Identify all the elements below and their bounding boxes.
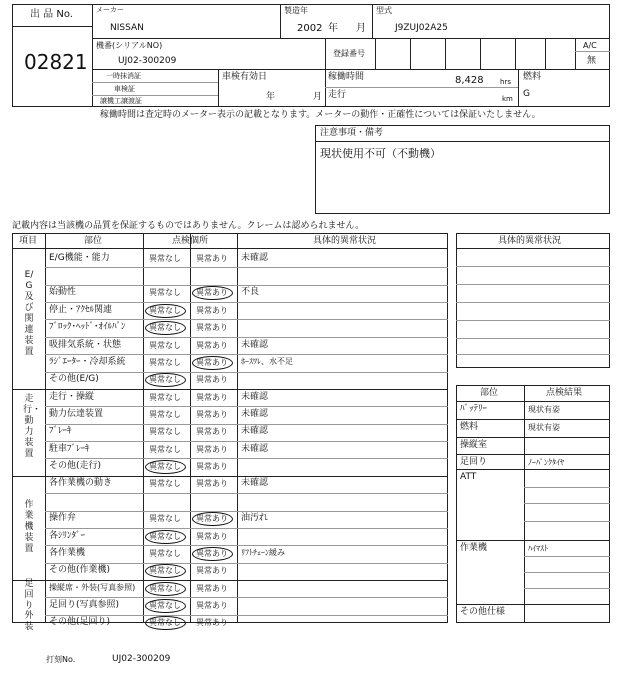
ac-label: A/C	[583, 41, 597, 50]
stamp-value: UJ02-300209	[112, 654, 171, 664]
model-label: 型式	[376, 6, 392, 15]
detail-text: 未確認	[241, 426, 269, 437]
abnormal-option: 異常あり	[196, 462, 228, 472]
part-label: 足回り(写真参照)	[49, 600, 120, 611]
part-label: 吸排気系統・状態	[49, 339, 122, 350]
detail-text: ﾎｰｽﾜﾚ、水不足	[241, 356, 293, 366]
month-unit: 月	[356, 23, 366, 34]
normal-option: 異常なし	[149, 340, 181, 350]
detail-text: 未確認	[241, 409, 269, 419]
detail-text: 未確認	[241, 391, 269, 402]
abnormal-option: 異常あり	[196, 479, 228, 489]
part-label: 始動性	[49, 287, 77, 298]
part-label: ﾗｼﾞｴｰﾀｰ・冷却系統	[49, 356, 126, 367]
normal-option: 異常なし	[149, 392, 181, 402]
normal-option: 異常なし	[149, 427, 181, 437]
lot-label: 出 品 No.	[30, 9, 73, 20]
part-label: ﾌﾞﾛｯｸ･ﾍｯﾄﾞ･ｵｲﾙﾊﾟﾝ	[49, 322, 126, 333]
group-label: 作業機装置	[24, 500, 34, 555]
year-label: 製造年	[284, 6, 308, 15]
abnormal-option: 異常あり	[196, 618, 228, 628]
result-part: ﾊﾞｯﾃﾘｰ	[460, 404, 488, 414]
normal-option: 異常なし	[149, 531, 181, 541]
hours-note: 稼働時間は査定時のメーター表示の記載となります。メーターの動作・正確性については保証いたしません。	[100, 110, 541, 120]
detail-text: 未確認	[241, 443, 269, 454]
abnormal-option: 異常あり	[196, 392, 228, 402]
result-part: ATT	[460, 472, 477, 482]
maker-label: メーカー	[96, 6, 124, 14]
results-header-result: 点検結果	[546, 388, 583, 398]
normal-option: 異常なし	[149, 601, 181, 611]
normal-circle-mark	[145, 304, 186, 318]
temp-reg-label: 一時抹消証	[106, 72, 141, 80]
abnormal-option: 異常あり	[196, 340, 228, 350]
transfer-cert-label: 譲機工譲渡証	[100, 97, 142, 105]
model-value: J9ZUJ02A25	[395, 23, 448, 33]
normal-option: 異常なし	[149, 583, 181, 593]
group-label: 足回り外装	[24, 578, 34, 633]
maker-value: NISSAN	[110, 23, 144, 33]
part-label: E/G機能・能力	[49, 252, 110, 263]
detail-text: 油汚れ	[241, 513, 269, 524]
abnormal-option: 異常あり	[196, 514, 228, 524]
abnormal-option: 異常あり	[196, 566, 228, 576]
hours-value: 8,428	[455, 75, 484, 86]
result-part: 操縦室	[460, 440, 488, 450]
normal-option: 異常なし	[149, 288, 181, 298]
year-value: 2002	[297, 23, 323, 34]
detail-text: 未確認	[241, 478, 269, 489]
normal-option: 異常なし	[149, 444, 181, 454]
group-label: 走行・動力装置	[23, 393, 42, 459]
abnormal-option: 異常あり	[196, 583, 228, 593]
part-label: 操作弁	[49, 513, 77, 524]
abnormal-option: 異常あり	[196, 375, 228, 385]
abnormal-option: 異常あり	[196, 548, 228, 558]
part-label: 操縦席・外装(写真参照)	[49, 582, 136, 592]
fuel-label: 燃料	[523, 72, 542, 82]
ac-value: 無	[587, 56, 597, 66]
normal-option: 異常なし	[149, 323, 181, 333]
part-label: ﾌﾞﾚｰｷ	[49, 426, 72, 437]
normal-circle-mark	[145, 582, 186, 596]
header-part: 部位	[84, 236, 103, 246]
normal-option: 異常なし	[149, 462, 181, 472]
remarks-box	[315, 125, 610, 214]
abnormal-circle-mark	[192, 547, 233, 561]
header-check: 点検個所	[172, 236, 209, 246]
remarks-label: 注意事項・備考	[320, 128, 384, 138]
abnormal-option: 異常あり	[196, 288, 228, 298]
part-label: 動力伝達装置	[49, 409, 104, 419]
abnormal-option: 異常あり	[196, 444, 228, 454]
normal-circle-mark	[145, 530, 186, 544]
result-value: 現状有姿	[528, 423, 560, 432]
part-label: その他(E/G)	[49, 374, 99, 385]
abnormal-option: 異常あり	[196, 305, 228, 315]
normal-option: 異常なし	[149, 253, 181, 263]
normal-option: 異常なし	[149, 410, 181, 419]
inspection-cert-label: 車検証	[114, 85, 135, 93]
abnormal-option: 異常あり	[196, 601, 228, 611]
detail-text: 未確認	[241, 252, 269, 263]
group-label: E/G及び関連装置	[24, 269, 34, 357]
hours-unit: hrs	[500, 78, 511, 86]
abnormal-option: 異常あり	[196, 323, 228, 333]
registration-label: 登録番号	[333, 49, 365, 58]
part-label: その他(足回り)	[49, 617, 111, 628]
year-unit: 年	[328, 23, 338, 34]
result-value: ﾊｲﾏｽﾄ	[528, 544, 548, 553]
part-label: その他(走行)	[49, 461, 102, 472]
abnormal-option: 異常あり	[196, 410, 228, 419]
result-part: 作業機	[460, 543, 488, 553]
part-label: 各作業機	[49, 547, 86, 558]
result-value: ﾉｰﾊﾟﾝｸﾀｲﾔ	[528, 458, 564, 467]
normal-circle-mark	[145, 616, 186, 630]
abnormal-option: 異常あり	[196, 427, 228, 437]
detail-text: 不良	[241, 287, 260, 298]
normal-circle-mark	[145, 599, 186, 613]
part-label: 各作業機の動き	[49, 478, 113, 489]
serial-label: 機番(シリアルNO)	[96, 41, 163, 50]
remarks-value: 現状使用不可（不動機）	[320, 147, 441, 160]
right-detail-box	[456, 233, 610, 368]
normal-option: 異常なし	[149, 618, 181, 628]
abnormal-circle-mark	[192, 356, 233, 370]
right-detail-header: 具体的異常状況	[498, 236, 562, 246]
normal-option: 異常なし	[149, 566, 181, 576]
hours-label: 稼働時間	[328, 72, 365, 82]
inspection-month-unit: 月	[313, 92, 323, 102]
result-part: その他仕様	[460, 607, 506, 617]
normal-option: 異常なし	[149, 305, 181, 315]
detail-text: 未確認	[241, 339, 269, 350]
stamp-label: 打刻No.	[46, 655, 76, 664]
detail-text: ﾘﾌﾄﾁｪｰﾝ緩み	[241, 547, 285, 557]
travel-label: 走行	[328, 90, 347, 100]
normal-option: 異常なし	[149, 357, 181, 367]
result-part: 足回り	[460, 457, 488, 467]
inspection-year-unit: 年	[266, 92, 276, 102]
part-label: 停止・ｱｸｾﾙ関連	[49, 304, 113, 315]
inspection-expiry-label: 車検有効日	[222, 72, 268, 82]
fuel-value: G	[523, 89, 530, 99]
normal-option: 異常なし	[149, 375, 181, 385]
result-value: 現状有姿	[528, 405, 560, 414]
abnormal-option: 異常あり	[196, 531, 228, 541]
part-label: 駐車ﾌﾞﾚｰｷ	[49, 443, 90, 454]
abnormal-option: 異常あり	[196, 253, 228, 263]
km-unit: km	[502, 95, 513, 103]
header-block	[12, 4, 610, 107]
lot-number: 02821	[24, 50, 88, 74]
result-part: 燃料	[460, 422, 479, 432]
normal-option: 異常なし	[149, 514, 181, 524]
serial-value: UJ02-300209	[118, 56, 177, 66]
header-item: 項目	[19, 236, 38, 246]
header-detail: 具体的異常状況	[313, 236, 377, 246]
normal-option: 異常なし	[149, 479, 181, 489]
results-header-part: 部位	[480, 388, 499, 398]
quality-note: 記載内容は当該機の品質を保証するものではありません。クレームは認められません。	[12, 221, 365, 231]
abnormal-option: 異常あり	[196, 357, 228, 367]
part-label: 各ｼﾘﾝﾀﾞｰ	[49, 530, 86, 541]
part-label: 走行・操縦	[49, 391, 95, 402]
normal-option: 異常なし	[149, 548, 181, 558]
part-label: その他(作業機)	[49, 565, 111, 576]
